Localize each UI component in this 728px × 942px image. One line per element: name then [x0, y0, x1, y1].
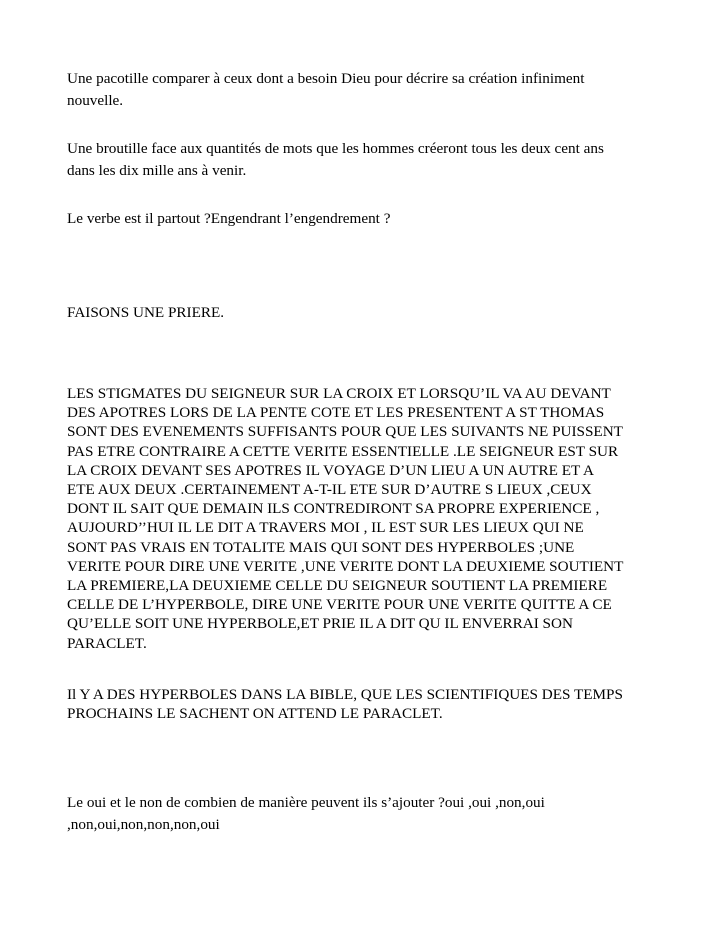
paragraph-line: ,non,oui,non,non,non,oui	[67, 815, 220, 833]
paragraph-line: AUJOURD’’HUI IL LE DIT A TRAVERS MOI , IL EST SUR LES LIEUX QUI NE	[67, 519, 584, 537]
paragraph-line: PROCHAINS LE SACHENT ON ATTEND LE PARACLET.	[67, 705, 443, 723]
paragraph-line: nouvelle.	[67, 91, 124, 109]
paragraph-5	[67, 384, 667, 653]
paragraph-line: dans les dix mille ans à venir.	[67, 161, 247, 179]
paragraph-line: FAISONS UNE PRIERE.	[67, 304, 225, 321]
paragraph-line: CELLE DE L’HYPERBOLE, DIRE UNE VERITE POUR UNE VERITE QUITTE A CE	[67, 596, 612, 614]
paragraph-7	[67, 792, 667, 836]
paragraph-line: Le oui et le non de combien de manière peuvent ils s’ajouter ?oui ,oui ,non,oui	[67, 794, 545, 811]
paragraph-line: Le verbe est il partout ?Engendrant l’engendrement ?	[67, 210, 391, 227]
paragraph-3	[67, 208, 667, 230]
paragraph-line: Une pacotille comparer à ceux dont a besoin Dieu pour décrire sa création infiniment	[67, 70, 585, 87]
paragraph-line: ETE AUX DEUX .CERTAINEMENT A-T-IL ETE SUR D’AUTRE S LIEUX ,CEUX	[67, 481, 592, 499]
paragraph-line: Une broutille face aux quantités de mots que les hommes créeront tous les deux cent ans	[67, 140, 604, 157]
paragraph-line: PAS ETRE CONTRAIRE A CETTE VERITE ESSENTIELLE .LE SEIGNEUR EST SUR	[67, 442, 619, 460]
paragraph-line: SONT DES EVENEMENTS SUFFISANTS POUR QUE LES SUIVANTS NE PUISSENT	[67, 423, 623, 441]
paragraph-line: DONT IL SAIT QUE DEMAIN ILS CONTREDIRONT SA PROPRE EXPERIENCE ,	[67, 500, 600, 518]
paragraph-line: VERITE POUR DIRE UNE VERITE ,UNE VERITE DONT LA DEUXIEME SOUTIENT	[67, 557, 624, 575]
paragraph-line: DES APOTRES LORS DE LA PENTE COTE ET LES PRESENTENT A ST THOMAS	[67, 404, 605, 422]
paragraph-line: LA CROIX DEVANT SES APOTRES IL VOYAGE D’UN LIEU A UN AUTRE ET A	[67, 461, 594, 479]
paragraph-line: LA PREMIERE,LA DEUXIEME CELLE DU SEIGNEUR SOUTIENT LA PREMIERE	[67, 577, 608, 595]
paragraph-line: SONT PAS VRAIS EN TOTALITE MAIS QUI SONT DES HYPERBOLES ;UNE	[67, 538, 575, 556]
paragraph-line: QU’ELLE SOIT UNE HYPERBOLE,ET PRIE IL A DIT QU IL ENVERRAI SON	[67, 615, 573, 633]
paragraph-6	[67, 685, 667, 723]
paragraph-line: PARACLET.	[67, 634, 147, 652]
paragraph-2	[67, 138, 667, 182]
paragraph-1	[67, 68, 667, 112]
paragraph-line: LES STIGMATES DU SEIGNEUR SUR LA CROIX ET LORSQU’IL VA AU DEVANT	[67, 385, 611, 402]
paragraph-4	[67, 302, 667, 324]
paragraph-line: Il Y A DES HYPERBOLES DANS LA BIBLE, QUE LES SCIENTIFIQUES DES TEMPS	[67, 686, 623, 703]
